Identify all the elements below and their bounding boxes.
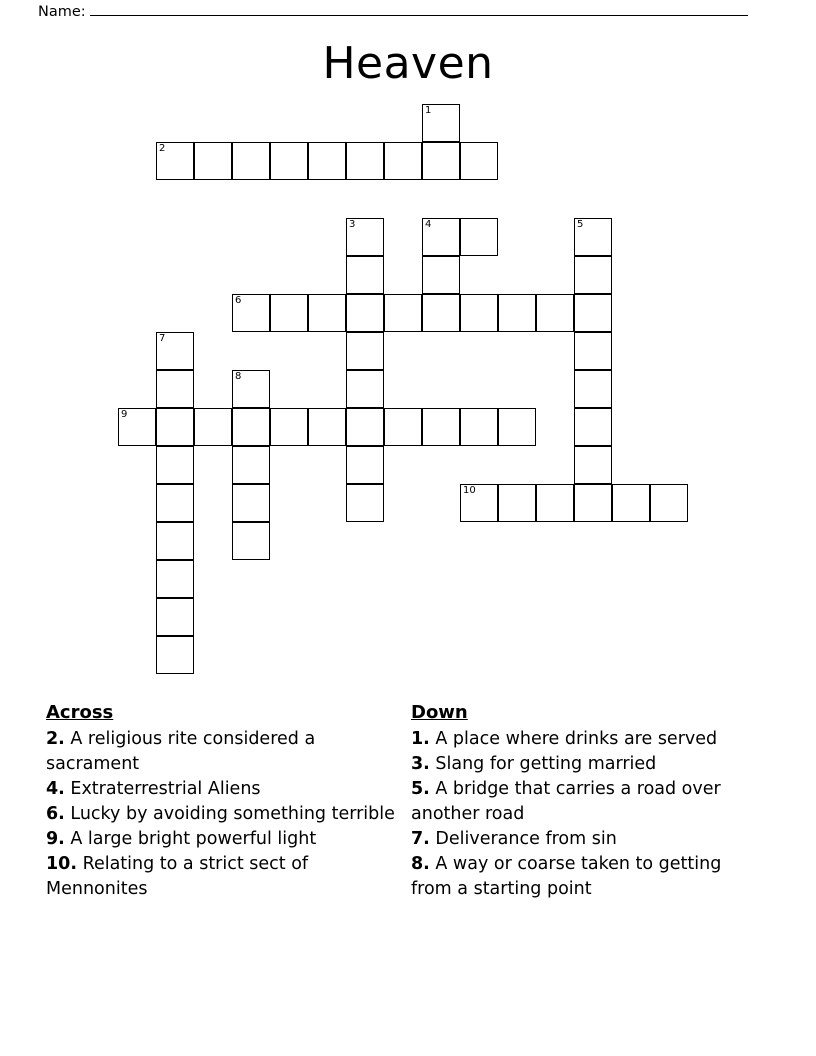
grid-cell[interactable]	[422, 294, 460, 332]
across-clues	[46, 700, 396, 902]
across-heading: Across	[46, 702, 114, 723]
page-title: Heaven	[322, 38, 494, 89]
clue-number: 1.	[411, 729, 430, 749]
grid-cell[interactable]	[536, 484, 574, 522]
grid-cell-number: 10	[463, 485, 476, 496]
grid-cell[interactable]	[574, 256, 612, 294]
down-heading: Down	[411, 702, 468, 723]
grid-cell[interactable]	[232, 408, 270, 446]
grid-cell[interactable]	[118, 408, 156, 446]
clue-number: 6.	[46, 804, 65, 824]
grid-cell[interactable]	[156, 332, 194, 370]
grid-cell[interactable]	[156, 560, 194, 598]
clue-item	[46, 727, 396, 777]
clue-number: 4.	[46, 779, 65, 799]
grid-cell[interactable]	[574, 408, 612, 446]
grid-cell-number: 9	[121, 409, 128, 420]
clue-text: A way or coarse taken to getting from a starting point	[411, 854, 722, 899]
grid-cell[interactable]	[308, 142, 346, 180]
grid-cell[interactable]	[156, 142, 194, 180]
grid-cell-number: 2	[159, 143, 166, 154]
grid-cell[interactable]	[574, 370, 612, 408]
grid-cell[interactable]	[460, 484, 498, 522]
grid-cell[interactable]	[574, 332, 612, 370]
clue-text: Extraterrestrial Aliens	[64, 779, 261, 799]
grid-cell[interactable]	[422, 104, 460, 142]
grid-cell[interactable]	[460, 142, 498, 180]
grid-cell[interactable]	[422, 218, 460, 256]
grid-cell[interactable]	[346, 332, 384, 370]
grid-cell[interactable]	[156, 408, 194, 446]
down-clues	[411, 700, 751, 902]
grid-cell[interactable]	[194, 408, 232, 446]
clue-item	[411, 852, 751, 902]
across-clue-list	[46, 727, 396, 902]
grid-cell[interactable]	[270, 294, 308, 332]
grid-cell[interactable]	[346, 256, 384, 294]
grid-cell[interactable]	[156, 446, 194, 484]
clue-text: A large bright powerful light	[64, 829, 317, 849]
clue-number: 8.	[411, 854, 430, 874]
grid-cell[interactable]	[232, 522, 270, 560]
grid-cell[interactable]	[194, 142, 232, 180]
grid-cell[interactable]	[156, 484, 194, 522]
grid-cell-number: 7	[159, 333, 166, 344]
grid-cell[interactable]	[384, 294, 422, 332]
grid-cell[interactable]	[574, 446, 612, 484]
clue-item	[411, 752, 751, 777]
clue-item	[411, 827, 751, 852]
grid-cell[interactable]	[346, 408, 384, 446]
clue-text: Deliverance from sin	[429, 829, 617, 849]
grid-cell[interactable]	[156, 598, 194, 636]
grid-cell[interactable]	[308, 408, 346, 446]
grid-cell[interactable]	[460, 294, 498, 332]
grid-cell[interactable]	[422, 256, 460, 294]
clue-number: 2.	[46, 729, 65, 749]
clue-text: Relating to a strict sect of Mennonites	[46, 854, 309, 899]
clue-text: A religious rite considered a sacrament	[46, 729, 316, 774]
clue-number: 7.	[411, 829, 430, 849]
grid-cell[interactable]	[384, 408, 422, 446]
grid-cell[interactable]	[422, 142, 460, 180]
grid-cell-number: 8	[235, 371, 242, 382]
clue-number: 10.	[46, 854, 78, 874]
name-label: Name:	[38, 4, 86, 20]
grid-cell[interactable]	[270, 408, 308, 446]
grid-cell-number: 4	[425, 219, 432, 230]
clue-item	[46, 802, 396, 827]
grid-cell-number: 5	[577, 219, 584, 230]
crossword-grid[interactable]	[0, 104, 816, 704]
clue-item	[46, 777, 396, 802]
grid-cell[interactable]	[574, 294, 612, 332]
clue-text: Slang for getting married	[429, 754, 657, 774]
grid-cell[interactable]	[156, 636, 194, 674]
grid-cell[interactable]	[574, 484, 612, 522]
grid-cell[interactable]	[346, 446, 384, 484]
grid-cell[interactable]	[536, 294, 574, 332]
clue-number: 9.	[46, 829, 65, 849]
grid-cell[interactable]	[612, 484, 650, 522]
clue-text: Lucky by avoiding something terrible	[64, 804, 395, 824]
clue-item	[46, 827, 396, 852]
clue-item	[411, 727, 751, 752]
down-clue-list	[411, 727, 751, 902]
grid-cell[interactable]	[156, 370, 194, 408]
grid-cell[interactable]	[346, 142, 384, 180]
clue-text: A bridge that carries a road over another road	[411, 779, 721, 824]
grid-cell[interactable]	[460, 408, 498, 446]
grid-cell[interactable]	[460, 218, 498, 256]
clue-text: A place where drinks are served	[429, 729, 718, 749]
grid-cell[interactable]	[308, 294, 346, 332]
clue-item	[411, 777, 751, 827]
grid-cell[interactable]	[498, 294, 536, 332]
grid-cell[interactable]	[156, 522, 194, 560]
grid-cell[interactable]	[232, 142, 270, 180]
grid-cell[interactable]	[498, 408, 536, 446]
grid-cell[interactable]	[346, 294, 384, 332]
grid-cell-number: 1	[425, 105, 432, 116]
grid-cell[interactable]	[232, 446, 270, 484]
grid-cell[interactable]	[232, 484, 270, 522]
grid-cell[interactable]	[650, 484, 688, 522]
grid-cell[interactable]	[346, 370, 384, 408]
grid-cell[interactable]	[422, 408, 460, 446]
grid-cell[interactable]	[346, 218, 384, 256]
clue-item	[46, 852, 396, 902]
clue-number: 5.	[411, 779, 430, 799]
clues-section	[0, 700, 816, 950]
grid-cell[interactable]	[232, 294, 270, 332]
grid-cell[interactable]	[232, 370, 270, 408]
grid-cell-number: 3	[349, 219, 356, 230]
grid-cell[interactable]	[384, 142, 422, 180]
name-field-row	[38, 2, 748, 20]
grid-cell[interactable]	[498, 484, 536, 522]
grid-cell[interactable]	[574, 218, 612, 256]
grid-cell[interactable]	[346, 484, 384, 522]
grid-cell-number: 6	[235, 295, 242, 306]
name-write-in-line[interactable]	[90, 2, 748, 16]
grid-cell[interactable]	[270, 142, 308, 180]
clue-number: 3.	[411, 754, 430, 774]
